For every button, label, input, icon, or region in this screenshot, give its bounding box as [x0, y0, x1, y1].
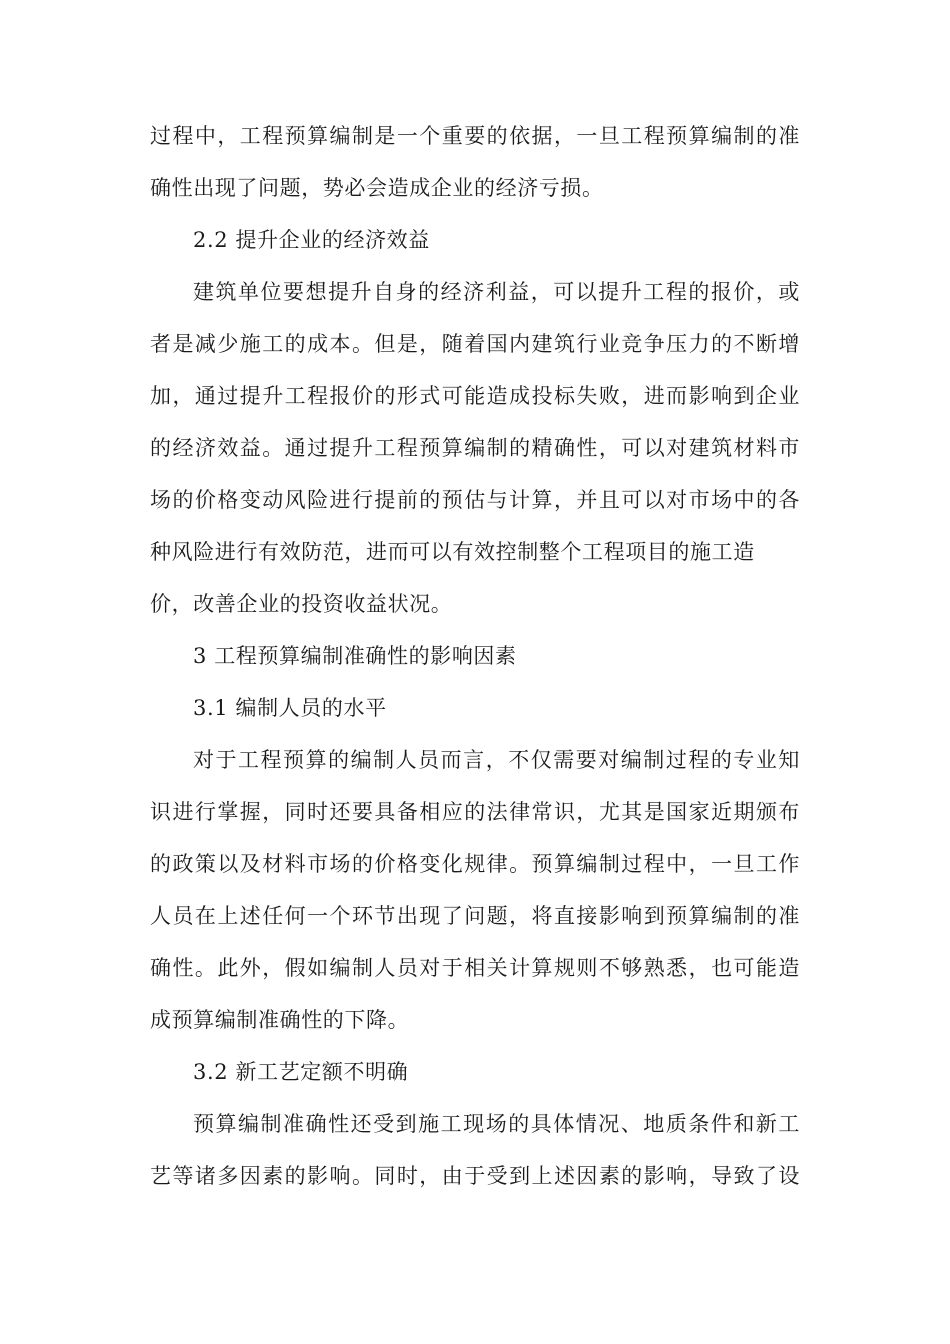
- section-heading: 2.2 提升企业的经济效益: [193, 228, 430, 252]
- paragraph-line: 的政策以及材料市场的价格变化规律。预算编制过程中，一旦工作: [150, 852, 800, 876]
- paragraph-line: 的经济效益。通过提升工程预算编制的精确性，可以对建筑材料市: [150, 436, 800, 460]
- paragraph-line: 识进行掌握，同时还要具备相应的法律常识，尤其是国家近期颁布: [150, 800, 800, 824]
- paragraph-line: 预算编制准确性还受到施工现场的具体情况、地质条件和新工: [193, 1112, 800, 1136]
- paragraph-line: 价，改善企业的投资收益状况。: [150, 592, 453, 616]
- paragraph-line: 确性出现了问题，势必会造成企业的经济亏损。: [150, 176, 604, 200]
- paragraph-line: 建筑单位要想提升自身的经济利益，可以提升工程的报价，或: [193, 280, 800, 304]
- paragraph-line: 加，通过提升工程报价的形式可能造成投标失败，进而影响到企业: [150, 384, 800, 408]
- paragraph-line: 确性。此外，假如编制人员对于相关计算规则不够熟悉，也可能造: [150, 956, 800, 980]
- paragraph-line: 人员在上述任何一个环节出现了问题，将直接影响到预算编制的准: [150, 904, 800, 928]
- paragraph-line: 艺等诸多因素的影响。同时，由于受到上述因素的影响，导致了设: [150, 1164, 800, 1188]
- paragraph-line: 种风险进行有效防范，进而可以有效控制整个工程项目的施工造: [150, 540, 755, 564]
- section-heading: 3.2 新工艺定额不明确: [193, 1060, 409, 1084]
- paragraph-line: 者是减少施工的成本。但是，随着国内建筑行业竞争压力的不断增: [150, 332, 800, 356]
- paragraph-line: 成预算编制准确性的下降。: [150, 1008, 410, 1032]
- section-heading: 3 工程预算编制准确性的影响因素: [193, 644, 517, 668]
- paragraph-line: 场的价格变动风险进行提前的预估与计算，并且可以对市场中的各: [150, 488, 800, 512]
- section-heading: 3.1 编制人员的水平: [193, 696, 387, 720]
- paragraph-line: 对于工程预算的编制人员而言，不仅需要对编制过程的专业知: [193, 748, 800, 772]
- paragraph-line: 过程中，工程预算编制是一个重要的依据，一旦工程预算编制的准: [150, 124, 800, 148]
